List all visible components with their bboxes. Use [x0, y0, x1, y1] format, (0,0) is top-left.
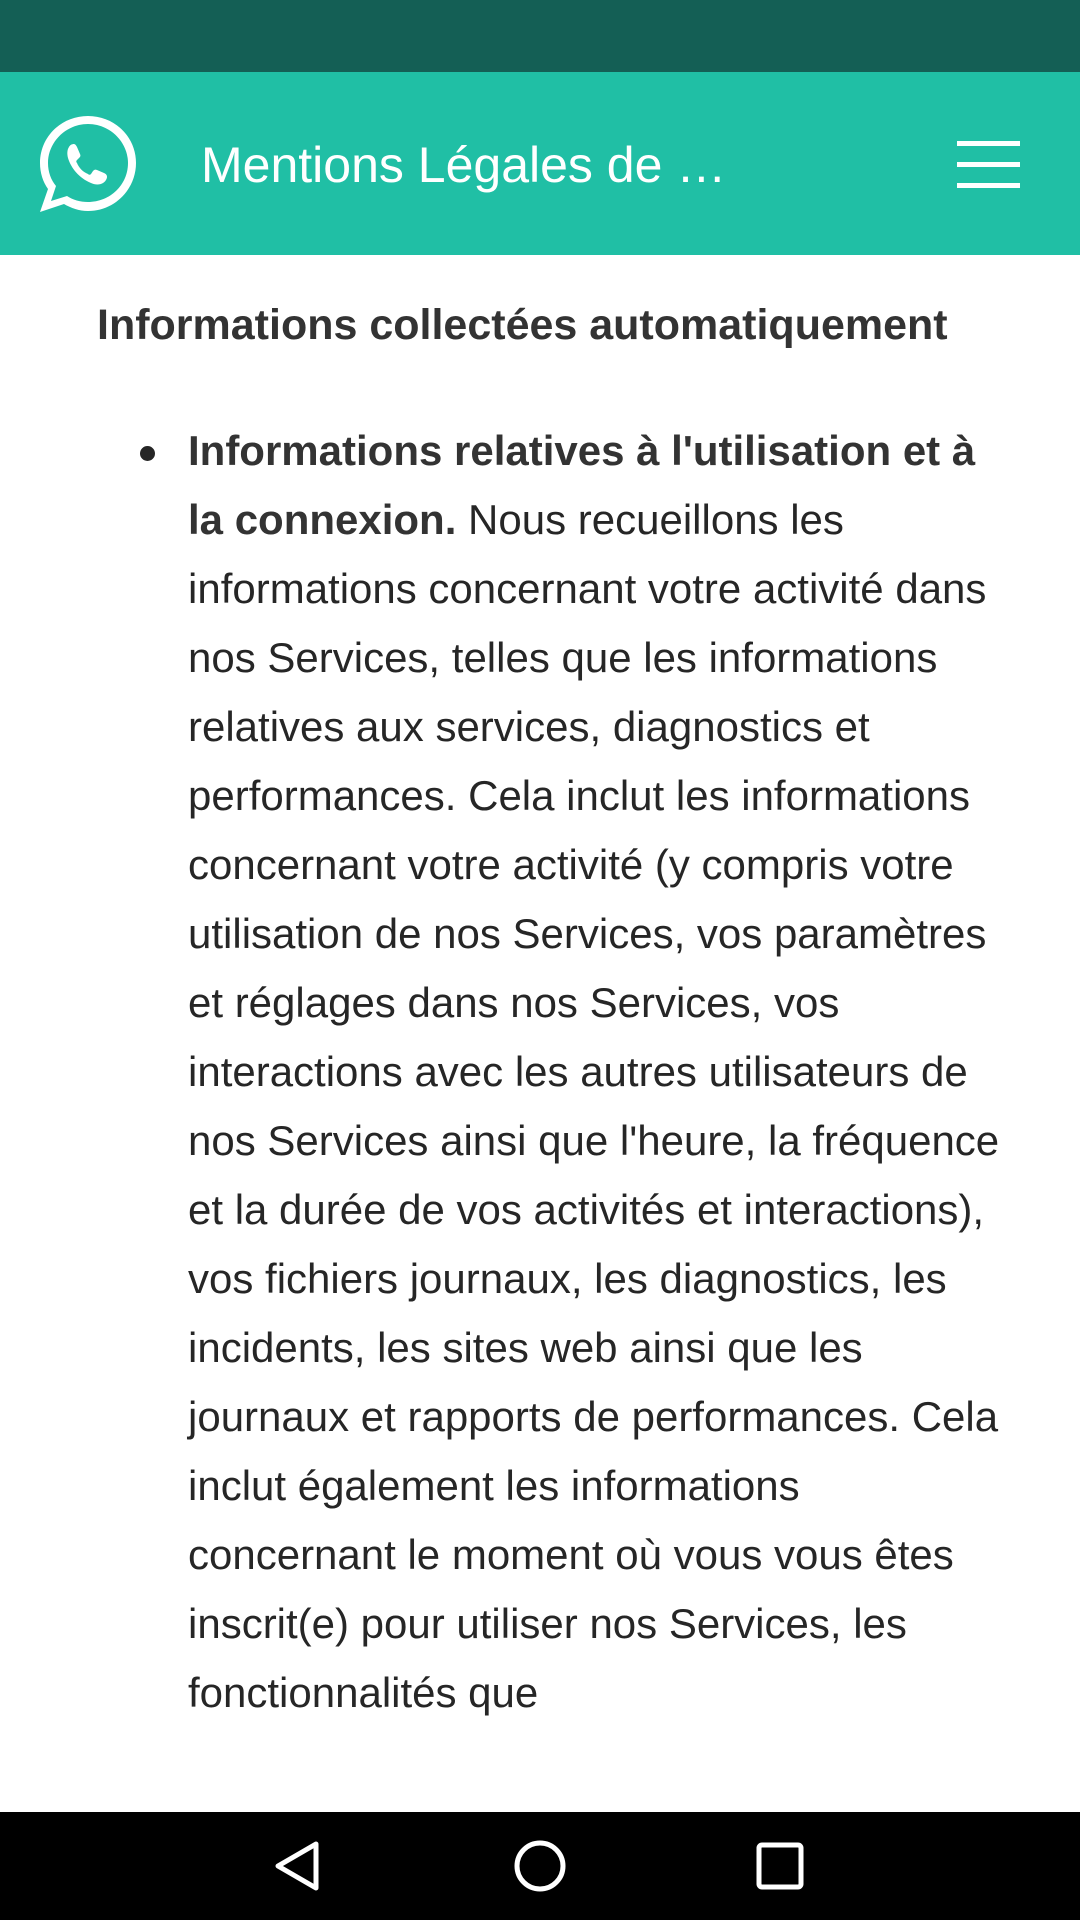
navigation-bar [0, 1812, 1080, 1920]
bullet-icon [140, 446, 155, 461]
bullet-list [188, 416, 1010, 1727]
menu-button[interactable] [944, 132, 1024, 196]
list-item-text [188, 416, 1010, 1727]
back-triangle-icon [264, 1830, 336, 1902]
content-area[interactable] [0, 255, 1080, 1812]
hamburger-menu-icon [957, 141, 1020, 146]
hamburger-menu-icon [957, 162, 1020, 167]
list-item [188, 416, 1010, 1727]
hamburger-menu-icon [957, 183, 1020, 188]
app-header [0, 72, 1080, 255]
header-title: Mentions Légales de … [201, 137, 727, 193]
list-item-body: Nous recueillons les informations concernant votre activité dans nos Services, telles que les informations relatives aux services, diagnostics et performances. Cela inclut les informations concernant votre activité (y compris votre utilisation de nos Services, vos paramètres et réglages dans nos Services, vos interactions avec les autres utilisateurs de nos Services ainsi que l'heure, la fréquence et la durée de vos activités et interactions), vos fichiers journaux, les diagnostics, les incidents, les sites web ainsi que les journaux et rapports de performances. Cela inclut également les informations concernant le moment où vous vous êtes inscrit(e) pour utiliser nos Services, les fonctionnalités que [188, 496, 1000, 1716]
back-button[interactable] [264, 1830, 336, 1902]
whatsapp-logo-icon [36, 112, 140, 216]
home-button[interactable] [504, 1830, 576, 1902]
section-heading: Informations collectées automatiquement [97, 301, 948, 349]
recents-button[interactable] [744, 1830, 816, 1902]
recents-square-icon [744, 1830, 816, 1902]
list-item-bold-lead: Informations relatives à l'utilisation et à la connexion. [188, 427, 976, 543]
status-bar [0, 0, 1080, 72]
home-circle-icon [504, 1830, 576, 1902]
